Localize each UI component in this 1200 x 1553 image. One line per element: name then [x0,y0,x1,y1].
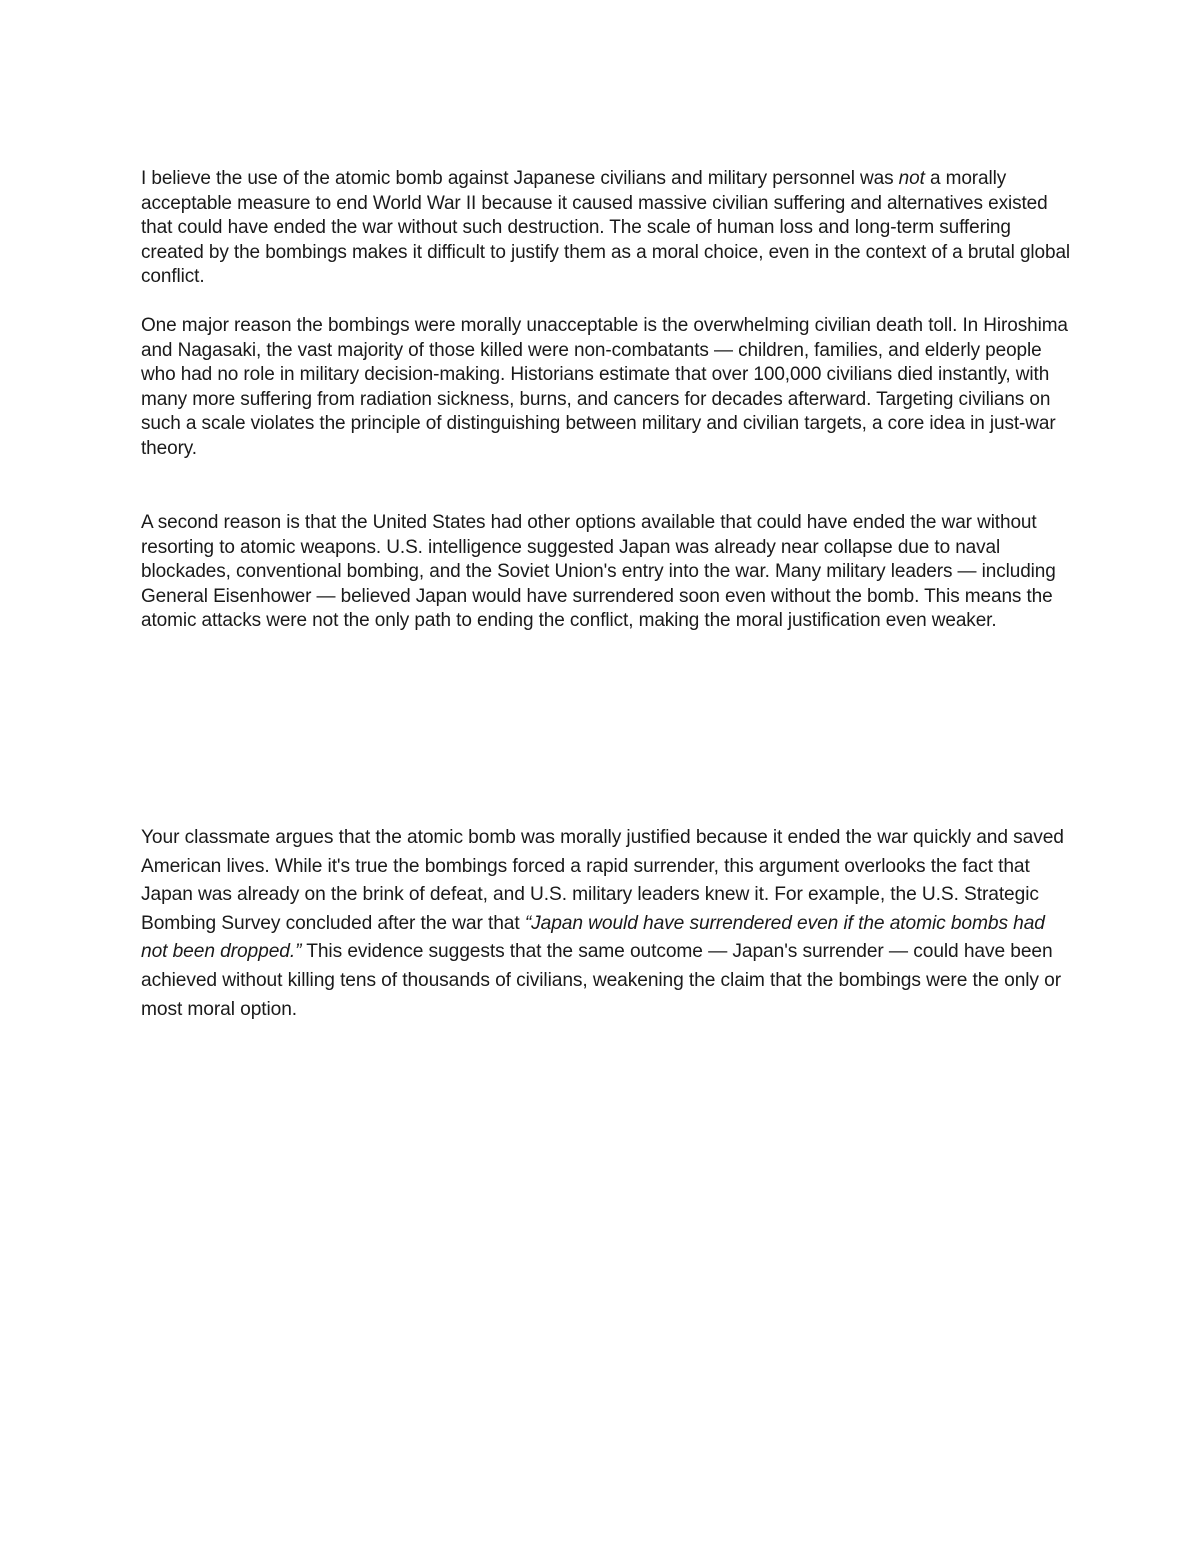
rebuttal-text-start: Your classmate argues that the atomic bomb was morally justified because it ended the war quickly and saved American lives. While it's true the bombings forced a rapid surrender, this argument overlooks the fact that Japan was already on the brink of defeat, and U.S. military leaders knew it. For example, the U.S. Strategic Bombing Survey concluded after the war that [141,827,1064,934]
thesis-text-end: a morally acceptable measure to end World War II because it caused massive civilian suffering and alternatives existed that could have ended the war without such destruction. The scale of human loss and long-term suffering created by the bombings makes it difficult to justify them as a moral choice, even in the context of a brutal global conflict. [141,168,1071,288]
thesis-text-start: I believe the use of the atomic bomb against Japanese civilians and military personnel was [141,168,899,189]
thesis-emphasis: not [898,168,925,189]
paragraph-alternatives: A second reason is that the United States had other options available that could have ended the war without resorting to atomic weapons. U.S. intelligence suggested Japan was already near collapse due to naval blockades, conventional bombing, and the Soviet Union's entry into the war. Many military leaders — including General Eisenhower — believed Japan would have surrendered soon even without the bomb. This means the atomic attacks were not the only path to ending the conflict, making the moral justification even weaker. [141,512,1056,632]
rebuttal-text-end: This evidence suggests that the same outcome — Japan's surrender — could have been achieved without killing tens of thousands of civilians, weakening the claim that the bombings were the only or most moral option. [141,941,1062,1020]
rebuttal-quote: “Japan would have surrendered even if the atomic bombs had not been dropped.” [141,912,1045,963]
paragraph-civilian-toll: One major reason the bombings were morally unacceptable is the overwhelming civilian death toll. In Hiroshima and Nagasaki, the vast majority of those killed were non-combatants — children, families, and elderly people who had no role in military decision-making. Historians estimate that over 100,000 civilians died instantly, with many more suffering from radiation sickness, burns, and cancers for decades afterward. Targeting civilians on such a scale violates the principle of distinguishing between military and civilian targets, a core idea in just-war theory. [141,315,1068,459]
paragraph-thesis [141,167,1071,290]
paragraph-rebuttal [141,824,1071,1024]
